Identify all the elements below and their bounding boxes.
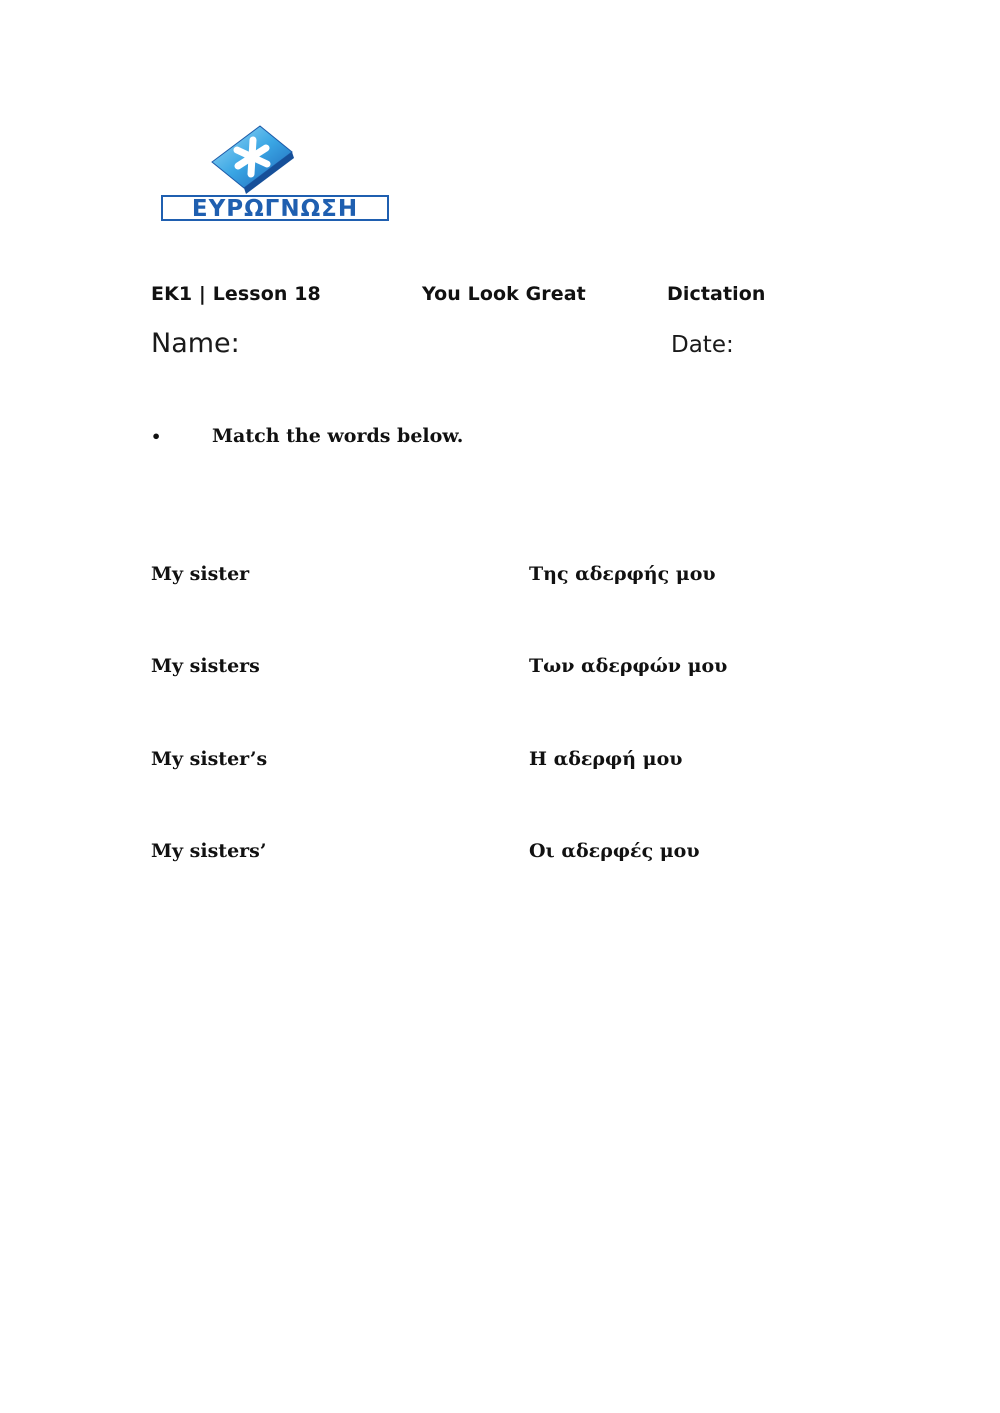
instruction-text: Match the words below. <box>212 425 464 447</box>
english-word-3[interactable]: My sister’s <box>151 748 268 770</box>
english-word-4[interactable]: My sisters’ <box>151 840 267 862</box>
greek-word-2[interactable]: Των αδερφών μου <box>529 655 728 677</box>
english-word-2[interactable]: My sisters <box>151 655 260 677</box>
logo-text: ΕΥΡΩΓΝΩΣΗ <box>191 196 359 222</box>
activity-type: Dictation <box>667 283 766 305</box>
lesson-title: You Look Great <box>422 283 586 305</box>
greek-word-1[interactable]: Της αδερφής μου <box>529 563 716 585</box>
logo-graphic <box>160 122 392 222</box>
date-field-label: Date: <box>671 332 734 358</box>
greek-word-4[interactable]: Οι αδερφές μου <box>529 840 700 862</box>
bullet-icon: • <box>151 426 162 446</box>
name-field-label: Name: <box>151 328 240 359</box>
instruction <box>151 425 463 447</box>
company-logo <box>160 122 392 222</box>
greek-word-3[interactable]: Η αδερφή μου <box>529 748 683 770</box>
english-word-1[interactable]: My sister <box>151 563 250 585</box>
lesson-label: EK1 | Lesson 18 <box>151 283 321 305</box>
